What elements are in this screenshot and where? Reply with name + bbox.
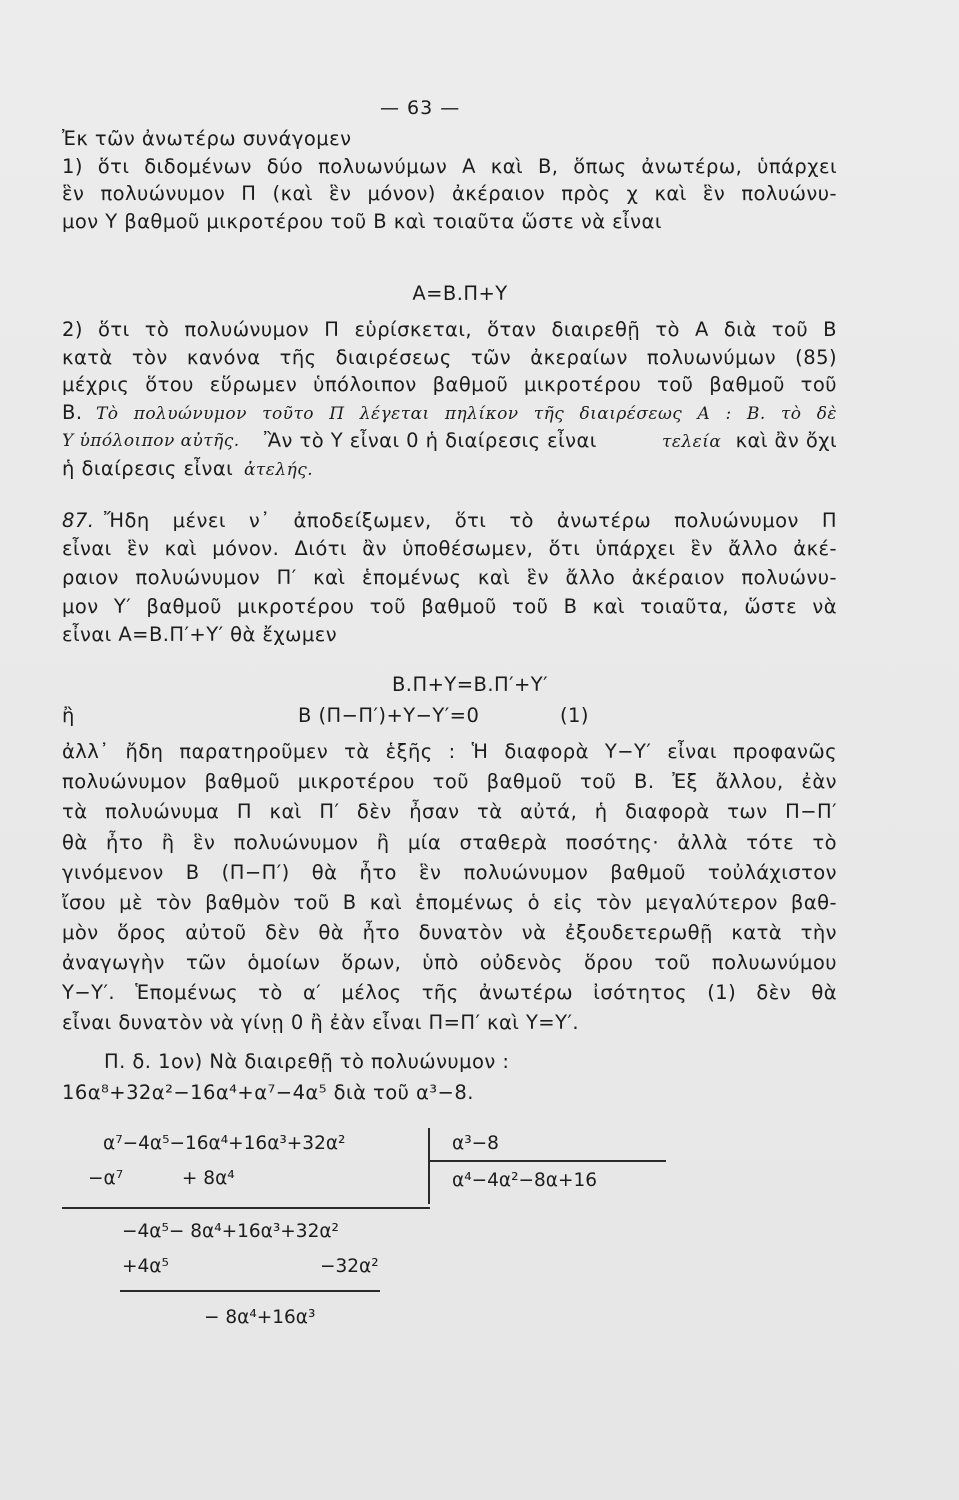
text-line: θὰ ἦτο ἢ ἓν πολυώνυμον ἢ μία σταθερὰ ποσότης· ἀλλὰ τότε τὸ xyxy=(62,831,837,854)
division-remainder: − 8α⁴+16α³ xyxy=(204,1307,316,1328)
text-line: μον Υ βαθμοῦ μικροτέρου τοῦ Β καὶ τοιαῦτα ὥστε νὰ εἶναι xyxy=(62,210,662,233)
text-line: μον Υ′ βαθμοῦ μικροτέρου τοῦ βαθμοῦ τοῦ Β καὶ τοιαῦτα, ὥστε νὰ xyxy=(62,595,837,618)
page-number: — 63 — xyxy=(380,97,461,119)
text-line: Ἐκ τῶν ἀνωτέρω συνάγομεν xyxy=(62,127,352,150)
division-dividend: α⁷−4α⁵−16α⁴+16α³+32α² xyxy=(103,1133,346,1154)
text-line: εἶναι Α=Β.Π′+Υ′ θὰ ἔχωμεν xyxy=(62,623,338,646)
division-vertical-rule xyxy=(428,1128,430,1204)
text-line: ἢ xyxy=(62,704,75,727)
italic-term: ἀτελής. xyxy=(244,460,314,480)
text-line: εἶναι ἓν καὶ μόνον. Διότι ἂν ὑποθέσωμεν, ὅτι ὑπάρχει ἓν ἄλλο ἀκέ- xyxy=(62,537,837,560)
example-heading: Π. δ. 1ον) Νὰ διαιρεθῇ τὸ πολυώνυμον : xyxy=(104,1050,510,1073)
text-line: τὰ πολυώνυμα Π καὶ Π′ δὲν ἦσαν τὰ αὐτά, ἡ διαφορὰ των Π−Π′ xyxy=(62,800,837,823)
example-polynomial: 16α⁸+32α²−16α⁴+α⁷−4α⁵ διὰ τοῦ α³−8. xyxy=(62,1081,474,1104)
text-line: Β. xyxy=(62,401,83,424)
text-line: 2) ὅτι τὸ πολυώνυμον Π εὑρίσκεται, ὅταν διαιρεθῇ τὸ Α διὰ τοῦ Β xyxy=(62,318,837,341)
text-line: Ἤδη μένει ν᾽ ἀποδείξωμεν, ὅτι τὸ ἀνωτέρω πολυώνυμον Π xyxy=(104,509,837,532)
text-line: Ἂν τὸ Υ εἶναι 0 ἡ διαίρεσις εἶναι xyxy=(264,429,597,452)
italic-term: τελεία xyxy=(662,432,722,452)
division-subtract-line: −α⁷ + 8α⁴ xyxy=(88,1168,235,1189)
divisor-rule xyxy=(430,1160,666,1162)
division-subtract-line: −32α² xyxy=(320,1256,379,1277)
text-line: εἶναι δυνατὸν νὰ γίνῃ 0 ἢ ἐὰν εἶναι Π=Π′ καὶ Υ=Υ′. xyxy=(62,1011,579,1034)
italic-definition: Υ ὑπόλοιπον αὐτῆς. xyxy=(62,431,240,451)
text-line: μὸν ὅρος αὐτοῦ δὲν θὰ ἦτο δυνατὸν νὰ ἐξουδετερωθῇ κατὰ τὴν xyxy=(62,921,837,944)
division-subtract-line: +4α⁵ xyxy=(122,1256,169,1277)
text-line: πολυώνυμον βαθμοῦ μικροτέρου τοῦ βαθμοῦ τοῦ Β. Ἐξ ἄλλου, ἐὰν xyxy=(62,770,837,793)
division-rule xyxy=(120,1290,380,1292)
text-line: Υ−Υ′. Ἑπομένως τὸ α′ μέλος τῆς ἀνωτέρω ἰσότητος (1) δὲν θὰ xyxy=(62,981,837,1004)
text-line: ἓν πολυώνυμον Π (καὶ ἓν μόνον) ἀκέραιον πρὸς χ καὶ ἓν πολυώνυ- xyxy=(62,182,837,205)
text-line: 1) ὅτι διδομένων δύο πολυωνύμων Α καὶ Β, ὅπως ἀνωτέρω, ὑπάρχει xyxy=(62,155,837,178)
text-line: μέχρις ὅτου εὕρωμεν ὑπόλοιπον βαθμοῦ μικροτέρου τοῦ βαθμοῦ τοῦ xyxy=(62,373,837,396)
text-line: γινόμενον Β (Π−Π′) θὰ ἦτο ἓν πολυώνυμον βαθμοῦ τοὐλάχιστον xyxy=(62,861,837,884)
division-quotient: α⁴−4α²−8α+16 xyxy=(452,1170,598,1191)
text-line: ραιον πολυώνυμον Π′ καὶ ἑπομένως καὶ ἓν ἄλλο ἀκέραιον πολυώνυ- xyxy=(62,566,837,589)
equation-number: (1) xyxy=(560,704,589,727)
text-line: ἀλλ᾽ ἤδη παρατηροῦμεν τὰ ἑξῆς : Ἡ διαφορὰ Υ−Υ′ εἶναι προφανῶς xyxy=(62,740,837,763)
text-line: καὶ ἂν ὄχι xyxy=(735,429,837,452)
formula: Β.Π+Υ=Β.Π′+Υ′ xyxy=(391,673,549,696)
division-rule xyxy=(62,1207,430,1209)
formula: Α=Β.Π+Υ xyxy=(412,282,508,305)
section-number: 87. xyxy=(62,509,95,532)
text-line: ἡ διαίρεσις εἶναι xyxy=(62,457,234,480)
text-line: ἀναγωγὴν τῶν ὁμοίων ὅρων, ὑπὸ οὐδενὸς ὅρου τοῦ πολυωνύμου xyxy=(62,951,837,974)
text-line: ἴσου μὲ τὸν βαθμὸν τοῦ Β καὶ ἑπομένως ὁ εἰς τὸν μεγαλύτερον βαθ- xyxy=(62,891,837,914)
division-divisor: α³−8 xyxy=(452,1133,499,1154)
division-remainder: −4α⁵− 8α⁴+16α³+32α² xyxy=(122,1221,339,1242)
text-line: κατὰ τὸν κανόνα τῆς διαιρέσεως τῶν ἀκεραίων πολυωνύμων (85) xyxy=(62,346,837,369)
italic-definition: Τὸ πολυώνυμον τοῦτο Π λέγεται πηλίκον τῆς διαιρέσεως Α : Β. τὸ δὲ xyxy=(96,404,837,424)
formula: Β (Π−Π′)+Υ−Υ′=0 xyxy=(298,704,480,727)
